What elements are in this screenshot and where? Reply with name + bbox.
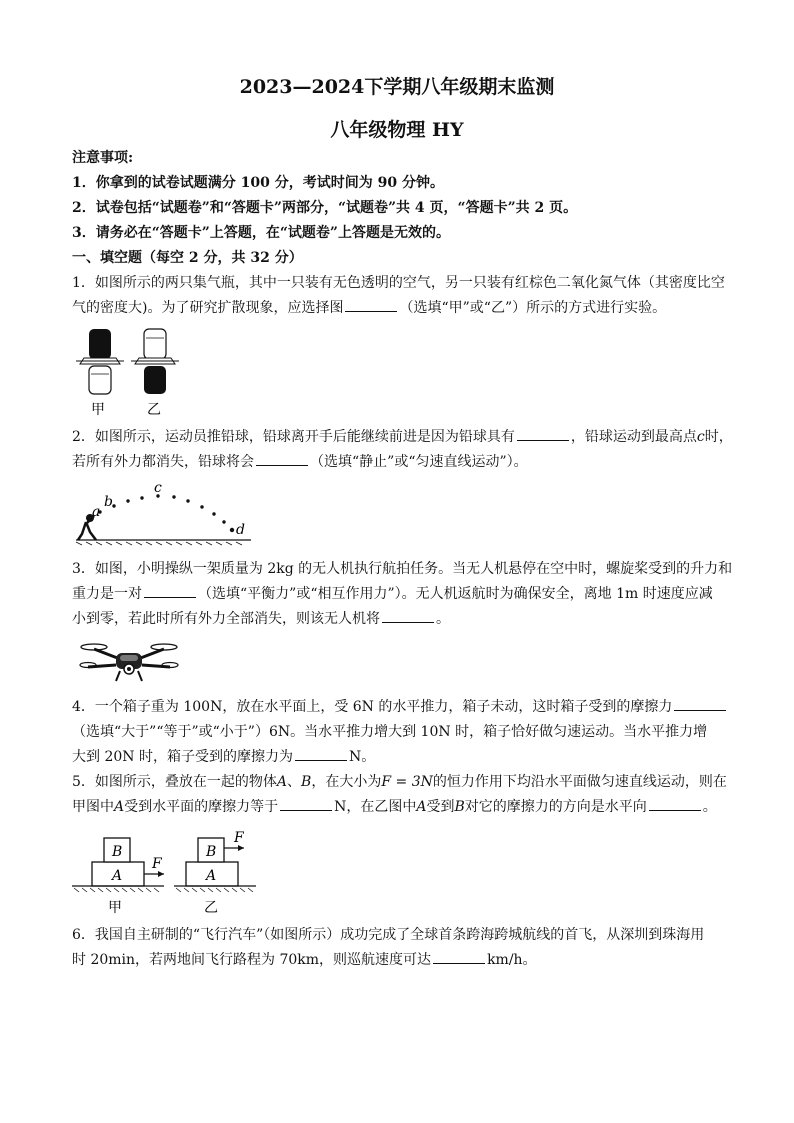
q5-text-g: 受到: [426, 799, 455, 815]
q3-line-2: [72, 581, 732, 607]
q5-fig-f-2: F: [234, 830, 244, 846]
q5-force: F = 3N: [381, 774, 433, 790]
q1-fig-label-b: 乙: [147, 402, 161, 418]
q2-line-2: [72, 449, 732, 475]
q6-line-1: 6．我国自主研制的“飞行汽车”（如图所示）成功完成了全球首条跨海跨城航线的首飞，从深圳到珠海用: [72, 927, 705, 943]
q2-text-b: ，铅球运动到最高点: [570, 429, 697, 445]
page-title: 2023—2024下学期八年级期末监测: [239, 76, 555, 98]
q4-text-b: 大到 20N 时，箱子受到的摩擦力为: [72, 749, 293, 765]
q4-answer-blank-1[interactable]: [674, 696, 726, 711]
q6-answer-blank[interactable]: [433, 949, 485, 964]
q5-fig-f-1: F: [152, 856, 162, 872]
notes-item-2: 2．试卷包括“试题卷”和“答题卡”两部分，“试题卷”共 4 页，“答题卡”共 2 页。: [72, 200, 578, 216]
q3-text-d: 。: [436, 611, 450, 627]
q5-text-c: 的恒力作用下均沿水平面做匀速直线运动，则在: [432, 774, 727, 790]
q5-fig-a-1: A: [112, 868, 123, 884]
q6-text-a: 时 20min，若两地间飞行路程为 70km，则巡航速度可达: [72, 952, 432, 968]
q5-line-2: [72, 794, 732, 820]
q5-var-b: B: [301, 774, 312, 790]
q2-answer-blank-2[interactable]: [256, 451, 308, 466]
q5-line-1: [72, 769, 732, 795]
q3-answer-blank-1[interactable]: [144, 583, 196, 598]
section-heading: 一、填空题（每空 2 分，共 32 分）: [72, 250, 303, 266]
q5-text-i: 。: [702, 799, 717, 815]
q5-text-f: N，在乙图中: [334, 799, 417, 815]
notes-item-1: 1．你拿到的试卷试题满分 100 分，考试时间为 90 分钟。: [72, 175, 444, 191]
q3-text-b: （选填“平衡力”或“相互作用力”）。无人机返航时为确保安全，离地 1m 时速度应减: [198, 586, 713, 602]
q4-line-3: [72, 744, 732, 770]
q2-fig-point-b: b: [104, 494, 113, 510]
q5-text-a: 5．如图所示，叠放在一起的物体: [72, 774, 277, 790]
q4-line-1: [72, 694, 732, 720]
q1-fig-label-a: 甲: [91, 402, 105, 418]
gas-jar-figure: [74, 326, 184, 418]
q3-text-a: 重力是一对: [72, 586, 142, 602]
q2-line-1: [72, 424, 732, 450]
q5-answer-blank-1[interactable]: [280, 796, 332, 811]
stacked-blocks-figure: [72, 832, 262, 920]
q1-line-2: [72, 295, 732, 321]
q2-text-a: 2．如图所示，运动员推铅球，铅球离开手后能继续前进是因为铅球具有: [72, 429, 515, 445]
q2-point-c: c: [696, 429, 705, 445]
q4-line-2: （选填“大于”“等于”或“小于”）6N。当水平推力增大到 10N 时，箱子恰好做匀速运动。当水平推力增: [72, 724, 708, 740]
q3-line-3: [72, 606, 732, 632]
q5-text-h: 对它的摩擦力的方向是水平向: [464, 799, 647, 815]
shot-put-figure: [76, 482, 256, 548]
q2-text-d: 时，: [704, 429, 733, 445]
q5-text-b: ，在大小为: [311, 774, 382, 790]
q5-answer-blank-2[interactable]: [649, 796, 701, 811]
q3-line-1: 3．如图，小明操纵一架质量为 2kg 的无人机执行航拍任务。当无人机悬停在空中时，螺旋桨受到的升力和: [72, 561, 733, 577]
q5-var-a-2: A: [114, 799, 125, 815]
q4-text-a: 4．一个箱子重为 100N，放在水平面上，受 6N 的水平推力，箱子未动，这时箱子受到的摩擦力: [72, 699, 673, 715]
q5-var-a-3: A: [416, 799, 427, 815]
page-subtitle: 八年级物理 HY: [330, 119, 464, 141]
q2-text-f: （选填“静止”或“匀速直线运动”）。: [310, 454, 528, 470]
q3-answer-blank-2[interactable]: [382, 608, 434, 623]
q5-comma: 、: [287, 774, 302, 790]
q4-answer-blank-2[interactable]: [295, 746, 347, 761]
q5-fig-label-a: 甲: [108, 900, 122, 916]
q5-fig-b-1: B: [112, 844, 123, 860]
q5-fig-b-2: B: [206, 844, 217, 860]
q5-fig-a-2: A: [206, 868, 217, 884]
q2-text-e: 若所有外力都消失，铅球将会: [72, 454, 254, 470]
q3-text-c: 小到零，若此时所有外力全部消失，则该无人机将: [72, 611, 380, 627]
q2-answer-blank-1[interactable]: [517, 426, 569, 441]
q2-fig-point-c: c: [154, 480, 162, 496]
q1-line-1: 1．如图所示的两只集气瓶，其中一只装有无色透明的空气，另一只装有红棕色二氧化氮气体（其密度比空: [72, 275, 725, 291]
q5-fig-label-b: 乙: [204, 900, 218, 916]
q1-answer-blank[interactable]: [345, 297, 397, 312]
q5-text-d: 甲图中: [72, 799, 114, 815]
drone-figure: [80, 637, 180, 685]
q4-text-c: N。: [348, 749, 376, 765]
q6-text-b: km/h。: [487, 952, 537, 968]
notes-item-3: 3．请务必在“答题卡”上答题，在“试题卷”上答题是无效的。: [72, 225, 450, 241]
q6-line-2: [72, 947, 732, 973]
q2-fig-point-a: a: [92, 504, 101, 520]
q1-text-a: 气的密度大)。为了研究扩散现象，应选择图: [72, 300, 344, 316]
q2-fig-point-d: d: [236, 522, 245, 538]
q5-text-e: 受到水平面的摩擦力等于: [124, 799, 279, 815]
q5-var-a: A: [276, 774, 288, 790]
q5-var-b-2: B: [454, 799, 465, 815]
q1-text-b: （选填“甲”或“乙”）所示的方式进行实验。: [399, 300, 667, 316]
notes-heading: 注意事项:: [72, 150, 134, 166]
